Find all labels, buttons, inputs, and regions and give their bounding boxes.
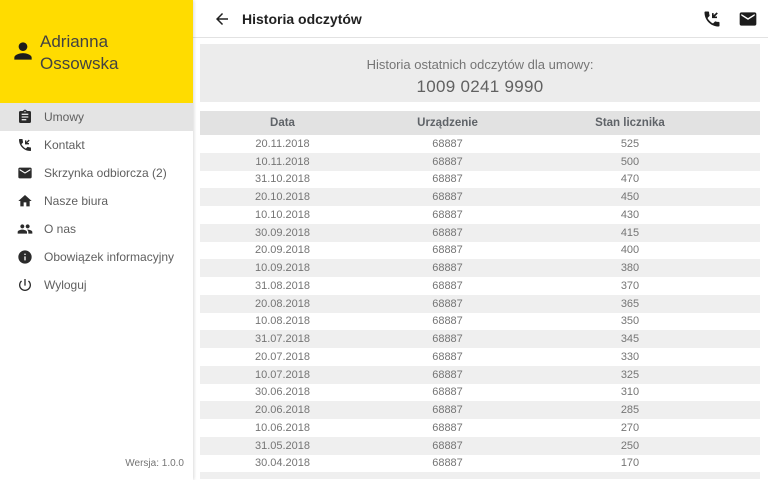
contracts-icon [17,109,33,125]
table-body [200,135,760,479]
user-first-name: Adrianna [40,32,109,51]
column-header: Stan licznika [595,117,665,129]
page-title: Historia odczytów [242,10,362,27]
table-cell: 20.06.2018 [254,404,311,417]
table-row [200,224,760,242]
power-icon [17,277,33,293]
sidebar-item-label: Kontakt [44,138,85,152]
sidebar-item-label: Umowy [44,110,85,124]
table-row [200,171,760,189]
table-row [200,313,760,331]
table-row [200,206,760,224]
table-cell: 68887 [432,439,463,452]
sidebar-item-obowiazek-informacyjny[interactable] [0,243,193,271]
table-cell: 30.04.2018 [254,457,311,470]
table-cell: 20.07.2018 [254,350,311,363]
info-icon [17,249,33,265]
table-cell: 31.05.2018 [254,439,311,452]
table-row [200,348,760,366]
arrow-back-icon [213,10,231,28]
table-cell: 68887 [432,173,463,186]
table-cell: 170 [620,457,640,470]
table-row [200,259,760,277]
table-row [200,295,760,313]
table-cell: 345 [620,333,640,346]
table-cell: 380 [620,262,640,275]
table-cell: 10.07.2018 [254,368,311,381]
table-cell: 400 [620,244,640,257]
readings-table [200,111,760,479]
table-row [200,277,760,295]
phone-callback-icon [702,9,722,29]
table-cell: 270 [620,421,640,434]
table-row [200,437,760,455]
table-cell: 30.06.2018 [254,386,311,399]
topbar-actions [702,9,758,29]
column-header: Data [270,117,295,129]
table-cell: 68887 [432,404,463,417]
sidebar-item-label: O nas [44,222,77,236]
table-cell: 500 [620,155,640,168]
table-row [200,366,760,384]
table-cell: 68887 [432,208,463,221]
sidebar-item-o-nas[interactable] [0,215,193,243]
sidebar-item-label: Nasze biura [44,194,109,208]
table-cell: 325 [620,368,640,381]
sidebar-item-umowy[interactable] [0,103,193,131]
table-cell: 470 [620,173,640,186]
table-cell: 310 [620,386,640,399]
table-cell: 68887 [432,421,463,434]
table-cell: 20.11.2018 [255,137,310,150]
table-cell: 68887 [432,279,463,292]
home-icon [17,193,33,209]
sidebar-item-label: Obowiązek informacyjny [44,250,175,264]
person-icon [10,38,36,64]
topbar [193,0,768,38]
table-cell: 68887 [432,137,463,150]
sidebar-item-nasze-biura[interactable] [0,187,193,215]
table-cell: 10.06.2018 [254,421,311,434]
sidebar-item-label: Skrzynka odbiorcza (2) [44,166,167,180]
table-cell: 68887 [432,350,463,363]
table-row [200,153,760,171]
table-row [200,455,760,473]
table-row [200,135,760,153]
table-cell: 250 [620,439,640,452]
table-cell: 20.09.2018 [254,244,311,257]
table-cell: 31.10.2018 [254,173,311,186]
mail-icon [17,165,33,181]
table-row [200,242,760,260]
back-button[interactable] [212,9,232,29]
mail-icon [738,9,758,29]
sidebar-item-wyloguj[interactable] [0,271,193,299]
table-row-partial [200,472,760,479]
table-cell: 10.11.2018 [255,155,310,168]
table-cell: 68887 [432,191,463,204]
app-version-label: Wersja: 1.0.0 [125,458,184,469]
phone-callback-icon [17,137,33,153]
table-cell: 68887 [432,386,463,399]
inbox-button[interactable] [738,9,758,29]
user-last-name: Ossowska [40,54,119,73]
summary-caption: Historia ostatnich odczytów dla umowy: [366,57,594,72]
sidebar [0,0,193,480]
table-row [200,401,760,419]
table-row [200,330,760,348]
table-cell: 415 [620,226,640,239]
table-cell: 285 [620,404,640,417]
table-cell: 10.08.2018 [254,315,311,328]
contract-summary-card [200,44,760,102]
profile-header [0,0,193,103]
table-cell: 20.10.2018 [254,191,311,204]
table-cell: 430 [620,208,640,221]
sidebar-item-kontakt[interactable] [0,131,193,159]
table-row [200,188,760,206]
table-cell: 68887 [432,155,463,168]
table-cell: 68887 [432,297,463,310]
table-cell: 68887 [432,368,463,381]
table-row [200,384,760,402]
column-header: Urządzenie [417,117,478,129]
table-cell: 365 [620,297,640,310]
people-icon [17,221,33,237]
table-cell: 31.07.2018 [254,333,311,346]
table-cell: 68887 [432,315,463,328]
table-cell: 330 [620,350,640,363]
table-cell: 350 [620,315,640,328]
table-cell: 68887 [432,333,463,346]
table-cell: 68887 [432,262,463,275]
table-cell: 525 [620,137,640,150]
sidebar-item-skrzynka-odbiorcza[interactable] [0,159,193,187]
table-cell: 20.08.2018 [254,297,311,310]
table-cell: 68887 [432,226,463,239]
user-name [40,31,118,75]
sidebar-menu [0,103,193,299]
main-content [193,0,768,480]
table-header [200,111,760,135]
call-button[interactable] [702,9,722,29]
table-cell: 10.09.2018 [254,262,311,275]
table-cell: 31.08.2018 [254,279,311,292]
table-row [200,419,760,437]
table-cell: 370 [620,279,640,292]
table-cell: 30.09.2018 [254,226,311,239]
table-cell: 10.10.2018 [254,208,311,221]
contract-number: 1009 0241 9990 [416,77,544,96]
table-cell: 68887 [432,244,463,257]
table-cell: 68887 [432,457,463,470]
table-cell: 450 [620,191,640,204]
sidebar-item-label: Wyloguj [44,278,87,292]
